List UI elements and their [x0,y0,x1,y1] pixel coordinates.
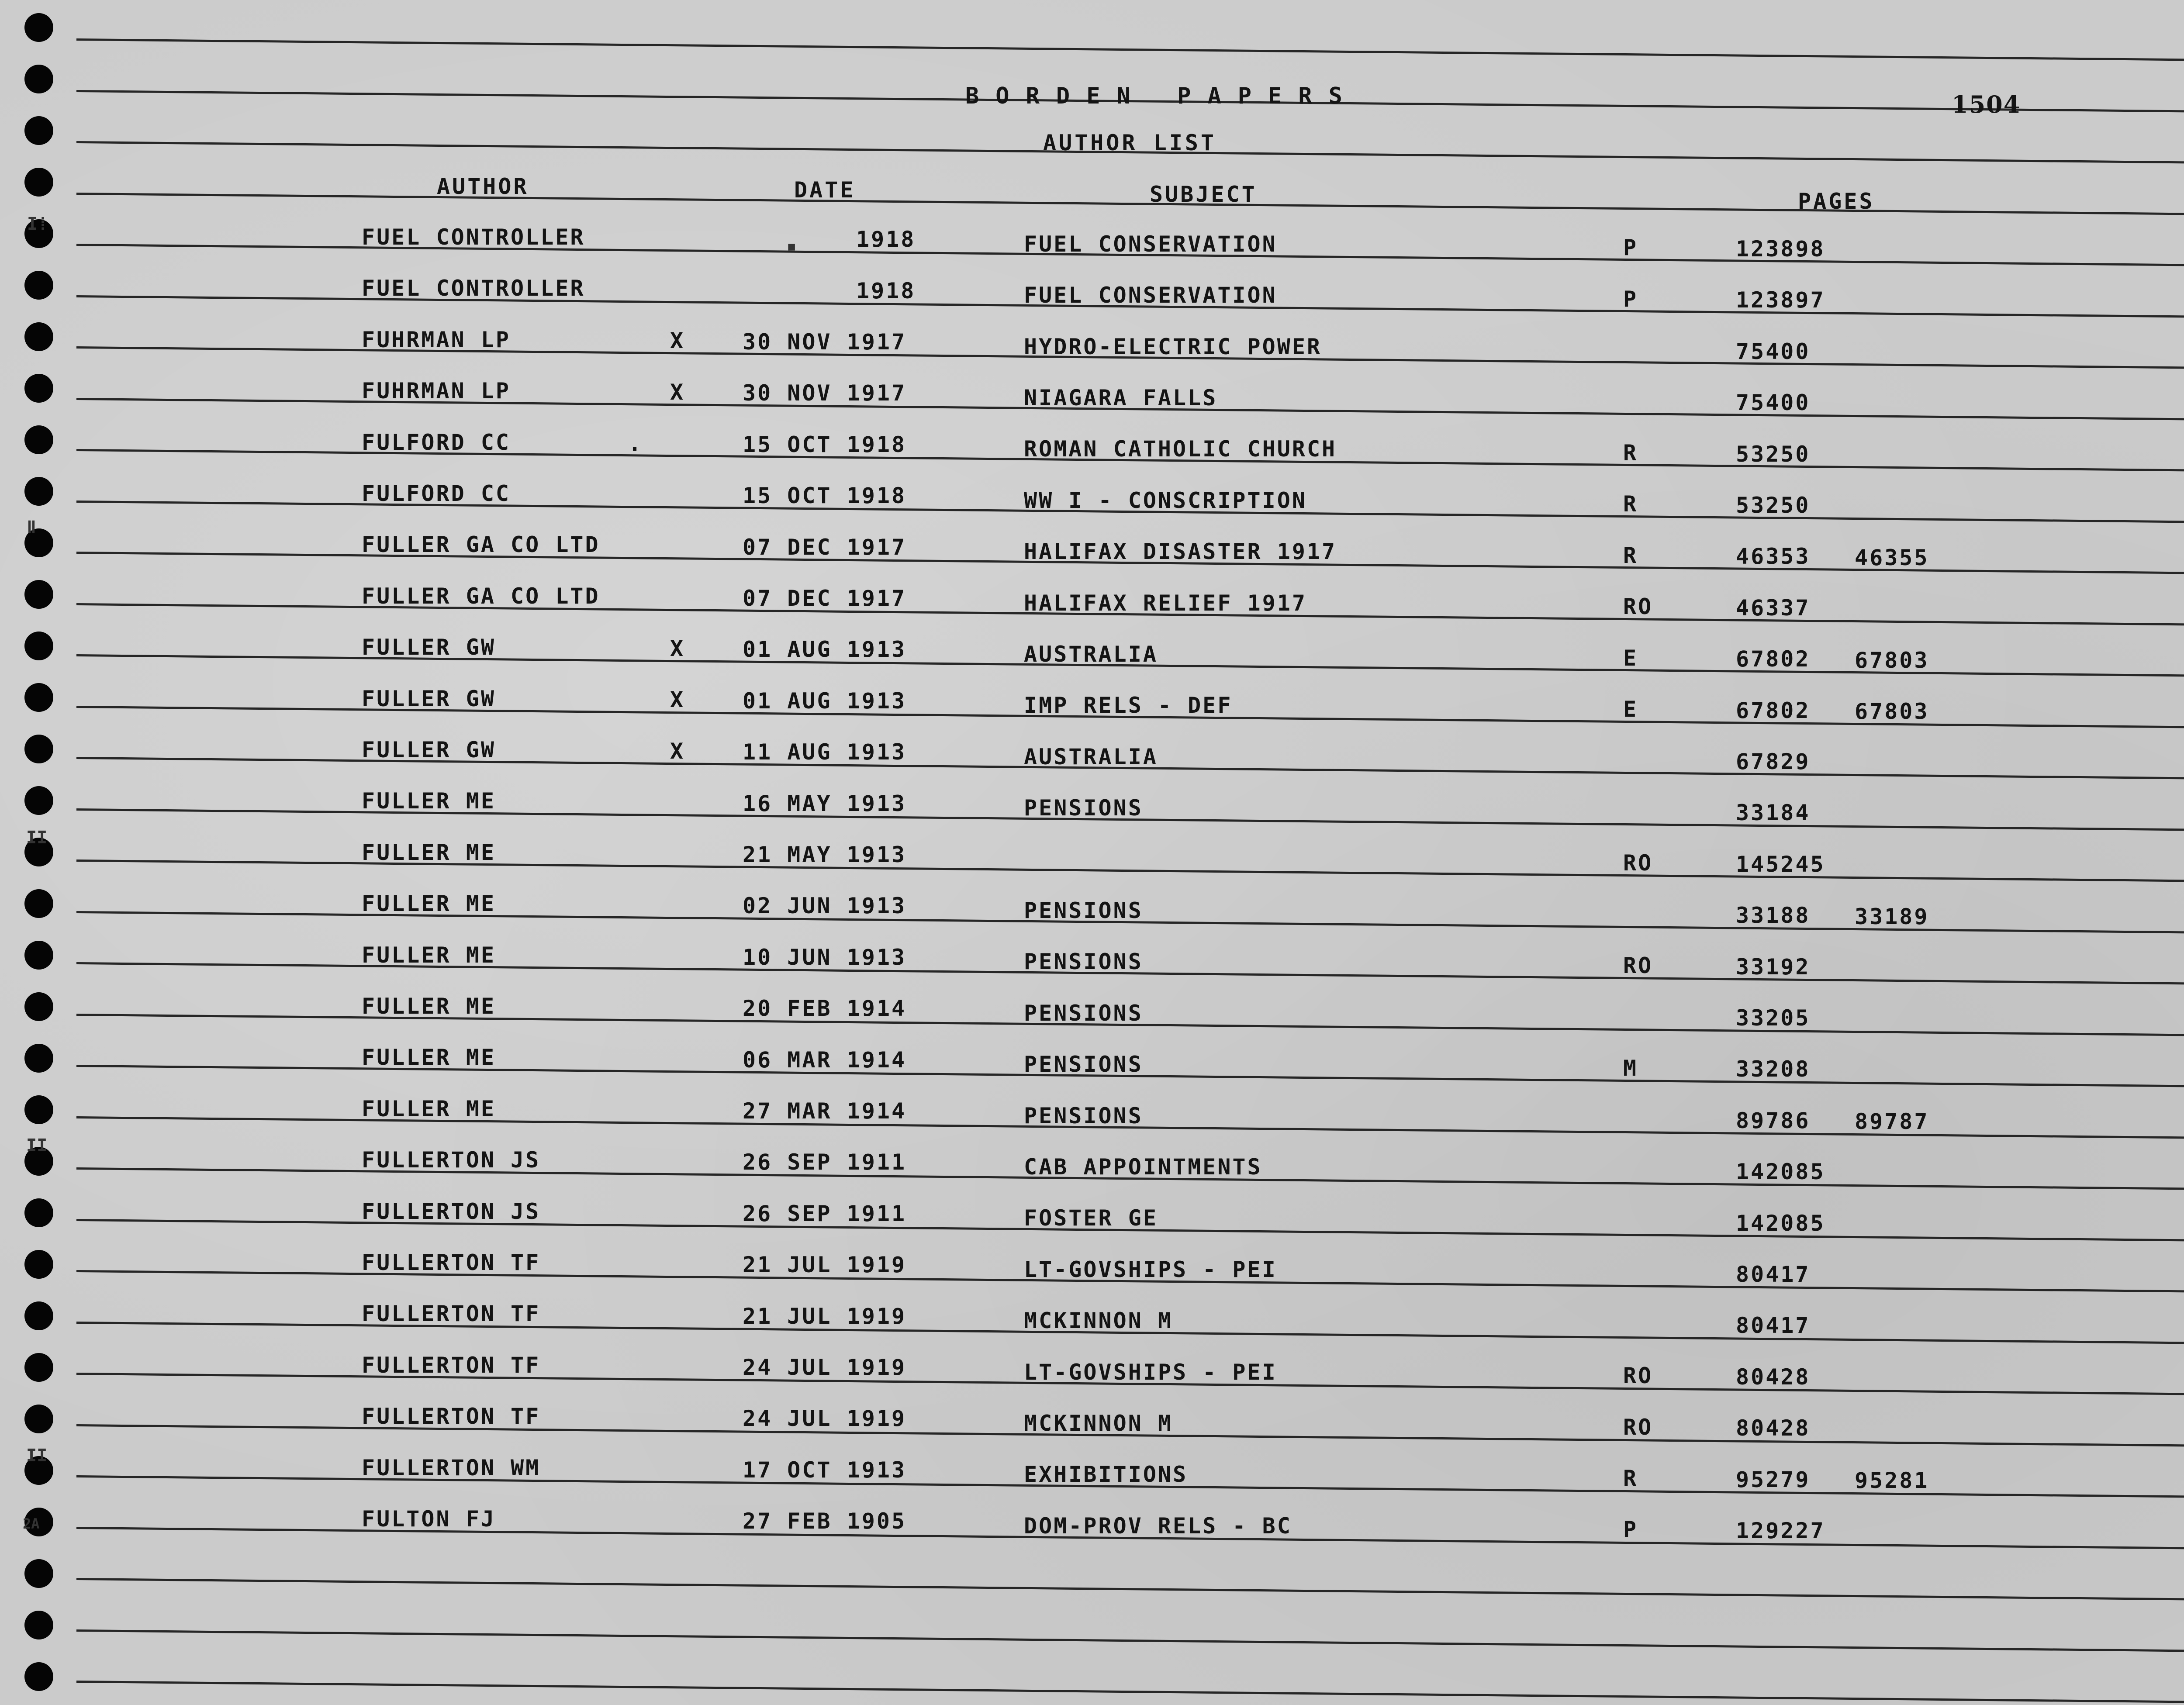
subject-cell: HALIFAX DISASTER 1917 [1024,539,1337,565]
author-cell: FULTON FJ [362,1506,496,1532]
author-cell: FULFORD CC [362,429,511,455]
flag-cell: X [670,635,685,661]
author-cell: FUHRMAN LP [362,378,511,404]
code-cell: P [1623,235,1638,261]
subject-cell: MCKINNON M [1024,1308,1173,1334]
subject-cell: EXHIBITIONS [1024,1462,1188,1488]
author-cell: FULLER ME [362,942,496,968]
page-cell: 123897 [1736,287,1825,313]
author-cell: FULLER ME [362,1045,496,1070]
date-cell: 21 JUL 1919 [743,1252,907,1278]
subject-cell: PENSIONS [1024,1052,1143,1077]
feed-hole [24,322,53,351]
feed-hole [24,889,53,918]
page-cell: 142085 [1736,1210,1825,1236]
date-cell: 1918 [856,278,916,304]
feed-hole [24,116,53,145]
date-cell: 07 DEC 1917 [743,586,907,611]
feed-hole [24,425,53,454]
code-cell: E [1623,697,1638,722]
date-cell: 24 JUL 1919 [743,1355,907,1380]
code-cell: R [1623,1466,1638,1491]
date-cell: 06 MAR 1914 [743,1047,907,1073]
feed-hole [24,941,53,970]
author-cell: FULLERTON WM [362,1455,541,1481]
code-cell: R [1623,491,1638,517]
subject-cell: LT-GOVSHIPS - PEI [1024,1359,1277,1385]
subject-cell: FUEL CONSERVATION [1024,283,1277,308]
flag-cell: X [670,328,685,354]
feed-hole [24,735,53,763]
subject-cell: CAB APPOINTMENTS [1024,1154,1262,1180]
page-number: 1504 [1952,90,2021,118]
author-cell: FULLER ME [362,994,496,1019]
subject-cell: PENSIONS [1024,898,1143,923]
date-cell: 15 OCT 1918 [743,431,907,457]
feed-hole [24,580,53,609]
code-cell: RO [1623,594,1653,620]
page-cell: 142085 [1736,1159,1825,1185]
author-cell: FULLER ME [362,891,496,917]
feed-hole [24,1095,53,1124]
margin-mark: II [26,1446,48,1466]
subject-cell: DOM-PROV RELS - BC [1024,1513,1292,1539]
subject-cell: AUSTRALIA [1024,744,1158,770]
date-cell: 07 DEC 1917 [743,534,907,560]
subject-cell: FUEL CONSERVATION [1024,231,1277,257]
author-cell: FULLERTON TF [362,1301,541,1327]
feed-hole [24,1559,53,1588]
date-cell: 27 FEB 1905 [743,1508,907,1534]
subject-cell: IMP RELS - DEF [1024,693,1233,718]
date-cell: 17 OCT 1913 [743,1457,907,1483]
feed-hole [24,65,53,93]
subject-cell: ROMAN CATHOLIC CHURCH [1024,436,1337,462]
author-cell: FULLER GA CO LTD [362,532,600,558]
date-cell: 26 SEP 1911 [743,1201,907,1226]
margin-mark: I⁞ [27,214,48,234]
date-cell: 01 AUG 1913 [743,637,907,663]
page-cell-2: 89787 [1855,1109,1929,1135]
document-title: BORDEN PAPERS [965,83,1359,109]
subject-cell: PENSIONS [1024,949,1143,975]
page-cell-2: 67803 [1855,699,1929,725]
page-cell: 75400 [1736,390,1811,416]
flag-cell: . [628,431,643,456]
author-cell: FULLER ME [362,788,496,814]
feed-hole [24,992,53,1021]
date-cell: 24 JUL 1919 [743,1406,907,1432]
author-cell: FUHRMAN LP [362,327,511,352]
feed-hole [24,1611,53,1639]
ruled-line [76,38,2184,62]
list-subtitle: AUTHOR LIST [1043,130,1217,155]
feed-hole [24,1198,53,1227]
feed-hole [24,271,53,300]
margin-mark: 2A [23,1515,40,1532]
page-cell-2: 95281 [1855,1468,1929,1494]
feed-hole [24,1044,53,1073]
code-cell: M [1623,1055,1638,1081]
page-cell: 80417 [1736,1313,1811,1339]
page-cell-2: 33189 [1855,904,1929,929]
subject-cell: HYDRO-ELECTRIC POWER [1024,334,1322,359]
page-cell: 80428 [1736,1415,1811,1441]
feed-hole [24,477,53,506]
date-cell: 27 MAR 1914 [743,1098,907,1124]
column-header-subject: SUBJECT [1150,182,1257,207]
flag-cell: X [670,687,685,713]
page-cell: 75400 [1736,338,1811,364]
code-cell: RO [1623,953,1653,978]
feed-hole [24,786,53,815]
code-cell: E [1623,645,1638,671]
feed-hole [24,1405,53,1433]
page-cell: 95279 [1736,1467,1811,1492]
date-cell: 30 NOV 1917 [743,380,907,406]
page-cell: 46353 [1736,544,1811,569]
subject-cell: PENSIONS [1024,1000,1143,1026]
page-cell: 67802 [1736,697,1811,723]
page-cell: 129227 [1736,1518,1825,1543]
date-cell: 1918 [856,227,916,252]
date-cell: 10 JUN 1913 [743,944,907,970]
code-cell: RO [1623,850,1653,876]
flag-cell: X [670,738,685,764]
feed-hole [24,683,53,712]
subject-cell: LT-GOVSHIPS - PEI [1024,1256,1277,1282]
page-cell: 80428 [1736,1364,1811,1390]
page-cell: 33192 [1736,954,1811,980]
page-cell: 123898 [1736,236,1825,262]
column-header-pages: PAGES [1798,189,1875,214]
subject-cell: PENSIONS [1024,795,1143,821]
page-cell: 46337 [1736,595,1811,621]
author-cell: FUEL CONTROLLER [362,276,585,301]
author-cell: FULLER GW [362,686,496,711]
subject-cell: HALIFAX RELIEF 1917 [1024,590,1307,616]
code-cell: RO [1623,1414,1653,1440]
ruled-line [76,1578,2184,1601]
code-cell: RO [1623,1363,1653,1389]
author-cell: FUEL CONTROLLER [362,224,585,250]
date-cell: 01 AUG 1913 [743,688,907,714]
margin-mark: II [26,828,48,848]
date-cell: 30 NOV 1917 [743,329,907,355]
author-cell: FULLER ME [362,1096,496,1122]
flag-cell: X [670,379,685,405]
author-cell: FULLERTON TF [362,1250,541,1275]
author-cell: FULLER GW [362,635,496,660]
author-cell: FULFORD CC [362,481,511,506]
page-cell: 53250 [1736,441,1811,467]
page-cell: 89786 [1736,1108,1811,1133]
page-cell-2: 46355 [1855,545,1929,570]
page-cell: 53250 [1736,493,1811,518]
code-cell: R [1623,440,1638,466]
author-cell: FULLER GW [362,737,496,763]
feed-hole [24,1301,53,1330]
author-cell: FULLERTON JS [362,1147,541,1173]
code-cell: P [1623,1517,1638,1543]
page-cell: 145245 [1736,851,1825,877]
ruled-line [76,1629,2184,1653]
subject-cell: PENSIONS [1024,1103,1143,1129]
margin-mark: ▪ [786,236,797,256]
feed-hole [24,1662,53,1691]
subject-cell: NIAGARA FALLS [1024,385,1218,411]
ruled-line [76,1681,2184,1704]
margin-mark: ǁ [26,518,37,538]
page-cell: 67829 [1736,749,1811,774]
feed-hole [24,1353,53,1382]
feed-hole [24,13,53,42]
date-cell: 20 FEB 1914 [743,996,907,1022]
date-cell: 11 AUG 1913 [743,739,907,765]
date-cell: 16 MAY 1913 [743,790,907,816]
subject-cell: WW I - CONSCRIPTION [1024,487,1307,513]
page-cell: 80417 [1736,1262,1811,1287]
date-cell: 21 JUL 1919 [743,1303,907,1329]
author-cell: FULLERTON TF [362,1352,541,1378]
date-cell: 02 JUN 1913 [743,893,907,919]
date-cell: 15 OCT 1918 [743,483,907,509]
feed-hole [24,168,53,197]
page-cell: 67802 [1736,646,1811,672]
page-cell: 33184 [1736,800,1811,826]
page-cell-2: 67803 [1855,647,1929,673]
subject-cell: FOSTER GE [1024,1205,1158,1231]
subject-cell: MCKINNON M [1024,1411,1173,1436]
author-cell: FULLER ME [362,839,496,865]
column-header-date: DATE [794,177,856,203]
date-cell: 26 SEP 1911 [743,1149,907,1175]
code-cell: R [1623,542,1638,568]
author-cell: FULLERTON TF [362,1404,541,1429]
feed-hole [24,374,53,403]
date-cell: 21 MAY 1913 [743,842,907,867]
code-cell: P [1623,286,1638,312]
author-cell: FULLERTON JS [362,1198,541,1224]
page-cell: 33208 [1736,1056,1811,1082]
subject-cell: AUSTRALIA [1024,642,1158,667]
column-header-author: AUTHOR [437,174,529,199]
author-cell: FULLER GA CO LTD [362,583,600,609]
page-cell: 33205 [1736,1005,1811,1031]
feed-hole [24,1250,53,1279]
feed-hole [24,632,53,660]
margin-mark: II [26,1136,48,1156]
page-cell: 33188 [1736,903,1811,928]
